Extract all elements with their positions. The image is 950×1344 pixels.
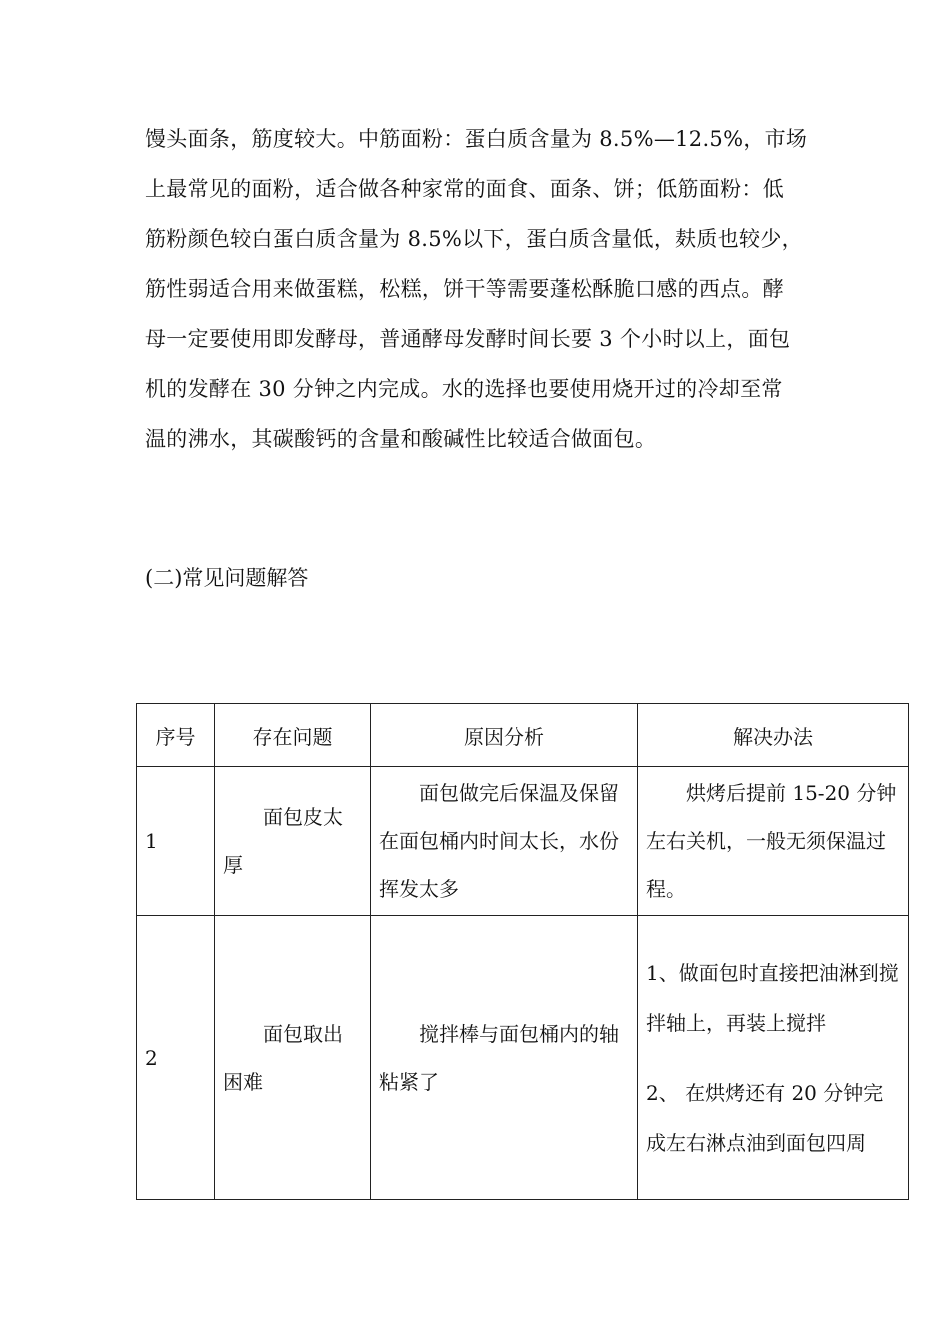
row-problem [215,916,371,1200]
paragraph-line: 上最常见的面粉，适合做各种家常的面食、面条、饼；低筋面粉：低 [145,177,784,201]
paragraph-line: 筋粉颜色较白蛋白质含量为 8.5%以下，蛋白质含量低，麸质也较少， [145,227,803,251]
solution-item: 1、做面包时直接把油淋到搅拌轴上，再装上搅拌 [646,960,899,1035]
paragraph-line: 筋性弱适合用来做蛋糕，松糕，饼干等需要蓬松酥脆口感的西点。酵 [145,277,784,301]
table-row [137,767,909,916]
table-header-row [137,704,909,767]
header-solution: 解决办法 [638,704,909,767]
row-seq: 2 [137,916,215,1200]
problem-text: 面包取出困难 [223,1021,343,1094]
cause-text: 面包做完后保温及保留在面包桶内时间太长，水份挥发太多 [379,781,619,901]
header-seq: 序号 [137,704,215,767]
section-heading: (二)常见问题解答 [145,566,309,590]
faq-table [136,703,909,1200]
paragraph-line: 母一定要使用即发酵母，普通酵母发酵时间长要 3 个小时以上，面包 [145,327,791,351]
table-row [137,916,909,1200]
paragraph-line: 机的发酵在 30 分钟之内完成。水的选择也要使用烧开过的冷却至常 [145,377,783,401]
row-solution [638,767,909,916]
solution-item: 2、 在烘烤还有 20 分钟完成左右淋点油到面包四周 [646,1080,884,1155]
cause-text: 搅拌棒与面包桶内的轴粘紧了 [379,1021,619,1094]
row-problem [215,767,371,916]
header-cause: 原因分析 [371,704,638,767]
row-cause [371,767,638,916]
header-problem: 存在问题 [215,704,371,767]
paragraph-line: 馒头面条，筋度较大。中筋面粉：蛋白质含量为 8.5%—12.5%，市场 [145,127,808,151]
row-solution [638,916,909,1200]
body-paragraph [145,114,825,464]
paragraph-line: 温的沸水，其碳酸钙的含量和酸碱性比较适合做面包。 [145,427,657,451]
solution-text: 烘烤后提前 15-20 分钟左右关机，一般无须保温过程。 [646,781,897,901]
problem-text: 面包皮太厚 [223,805,343,877]
row-seq: 1 [137,767,215,916]
row-cause [371,916,638,1200]
